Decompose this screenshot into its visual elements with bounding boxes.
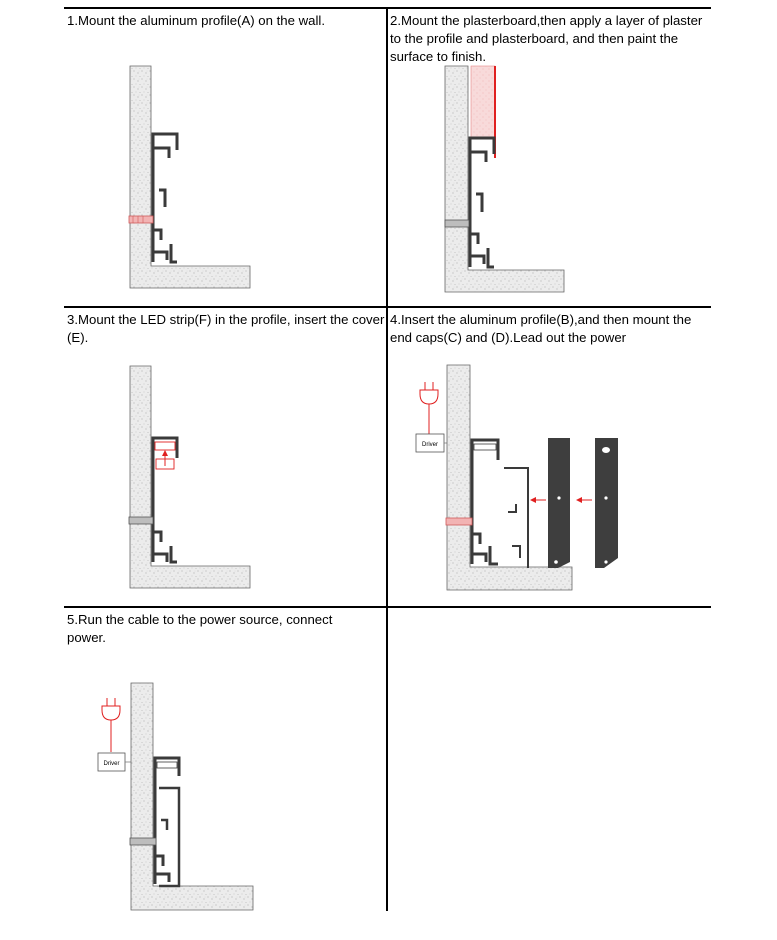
end-cap-d xyxy=(595,438,618,568)
insert-left-arrow-icon xyxy=(576,497,592,503)
wall-anchor-screw xyxy=(445,220,469,227)
aluminum-profile-b xyxy=(504,468,528,568)
plasterboard-layer xyxy=(471,66,495,158)
step-4-text: 4.Insert the aluminum profile(B),and then mount the end caps(C) and (D).Lead out the power xyxy=(390,312,692,345)
wall-anchor-screw xyxy=(130,838,156,845)
wall-section xyxy=(130,366,250,588)
wall-anchor-screw xyxy=(129,216,153,223)
row-divider-1 xyxy=(64,306,711,308)
led-strip-and-cover xyxy=(474,444,496,450)
step-5-text: 5.Run the cable to the power source, connect power. xyxy=(67,612,333,645)
end-cap-c xyxy=(548,438,570,568)
insert-left-arrow-icon xyxy=(530,497,546,503)
step-4-diagram xyxy=(412,362,632,594)
step-2-text: 2.Mount the plasterboard,then apply a layer of plaster to the profile and plasterboard, and then paint the surface to finish. xyxy=(390,13,703,64)
aluminum-profile-a xyxy=(472,440,498,564)
insert-up-arrow-icon xyxy=(162,450,168,466)
wall-section xyxy=(131,683,253,910)
aluminum-profile-a xyxy=(153,134,177,262)
driver-label: Driver xyxy=(103,761,120,767)
wall-anchor-screw xyxy=(446,518,472,525)
middle-column-divider xyxy=(386,7,388,911)
driver-label: Driver xyxy=(422,442,438,448)
step-1-text: 1.Mount the aluminum profile(A) on the wall. xyxy=(67,13,326,28)
wall-anchor-screw xyxy=(129,517,153,524)
aluminum-profile-b xyxy=(159,788,179,886)
step-5-diagram xyxy=(95,680,260,915)
power-plug-icon xyxy=(102,698,120,752)
aluminum-profile-a xyxy=(470,138,494,267)
row-divider-2 xyxy=(64,606,711,608)
step-2-diagram xyxy=(440,62,570,297)
step-1-diagram xyxy=(125,62,255,292)
step-3-diagram xyxy=(125,362,255,592)
led-strip-and-cover xyxy=(157,762,177,768)
wall-section xyxy=(130,66,250,288)
power-plug-icon xyxy=(420,382,438,434)
step-3-text: 3.Mount the LED strip(F) in the profile, insert the cover (E). xyxy=(67,312,385,345)
wall-section xyxy=(445,66,564,292)
